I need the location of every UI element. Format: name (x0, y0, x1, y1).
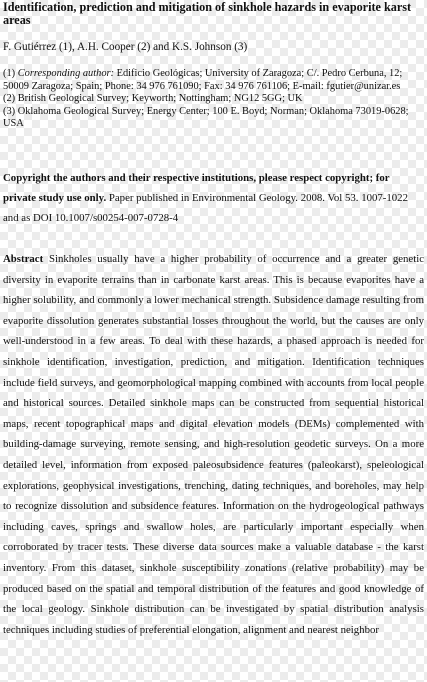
affiliation-1-text: Edificio Geológicas; University of Zaragoza; C/. Pedro Cerbuna, 12; 50009 Zaragoza; Spain; Phone: 34 976 761090; Fax: 34 976 761106; E-mail: fgutier@unizar.es (3, 68, 403, 92)
corresponding-author-label: Corresponding author: (17, 68, 115, 79)
copyright-notice (3, 168, 424, 228)
abstract (3, 249, 424, 682)
affiliation-3: (3) Oklahoma Geological Survey; Energy Center; 100 E. Boyd; Norman; Oklahoma 73019-0628; USA (3, 105, 409, 130)
affiliation-2: (2) British Geological Survey; Keyworth; Nottingham; NG12 5GG; UK (3, 93, 303, 105)
affiliation-1 (3, 68, 423, 93)
abstract-label: Abstract (3, 253, 44, 265)
copyright-bold-text: Copyright the authors and their respective institutions, please respect copyright; for private study use only. (3, 172, 390, 204)
abstract-text: Sinkholes usually have a higher probability of occurrence and a greater genetic diversity in evaporite terrains than in carbonate karst areas. This is because evaporites have a higher solubility, and commonly a lower mechanical strength. Subsidence damage resulting from evaporite dissolution generates substantial losses throughout the world, but the causes are only well-understood in a few areas. To deal with these hazards, a phased approach is needed for sinkhole identification, investigation, prediction, and mitigation. Identification techniques include field surveys, and geomorphological mapping combined with accounts from local people and historical sources. Detailed sinkhole maps can be constructed from sequential historical maps, recent topographical maps and digital elevation models (DEMs) complemented with building-damage surveying, remote sensing, and high-resolution geodetic surveys. On a more detailed level, information from exposed paleosubsidence features (paleokarst), speleological explorations, geophysical investigations, trenching, dating techniques, and boreholes, may help to recognize dissolution and subsidence features. Information on the hydrogeological pathways including caves, springs and swallow holes, are particularly important especially when corroborated by tracer tests. These diverse data sources make a valuable database - the karst inventory. From this dataset, sinkhole susceptibility zonations (relative probability) may be produced based on the spatial and temporal distribution of the features and good knowledge of the local geology. Sinkhole distribution can be investigated by spatial distribution analysis techniques including studies of preferential elongation, alignment and nearest neighbor (3, 253, 424, 636)
affiliations (3, 68, 423, 131)
affiliation-1-prefix: (1) (3, 68, 18, 79)
author-list: F. Gutiérrez (1), A.H. Cooper (2) and K.S. Johnson (3) (3, 41, 248, 53)
publication-info: Paper published in Environmental Geology. 2008. Vol 53. 1007-1022 and as DOI 10.1007/s00254-007-0728-4 (3, 192, 408, 224)
paper-title: Identification, prediction and mitigation of sinkhole hazards in evaporite karst areas (3, 0, 412, 27)
